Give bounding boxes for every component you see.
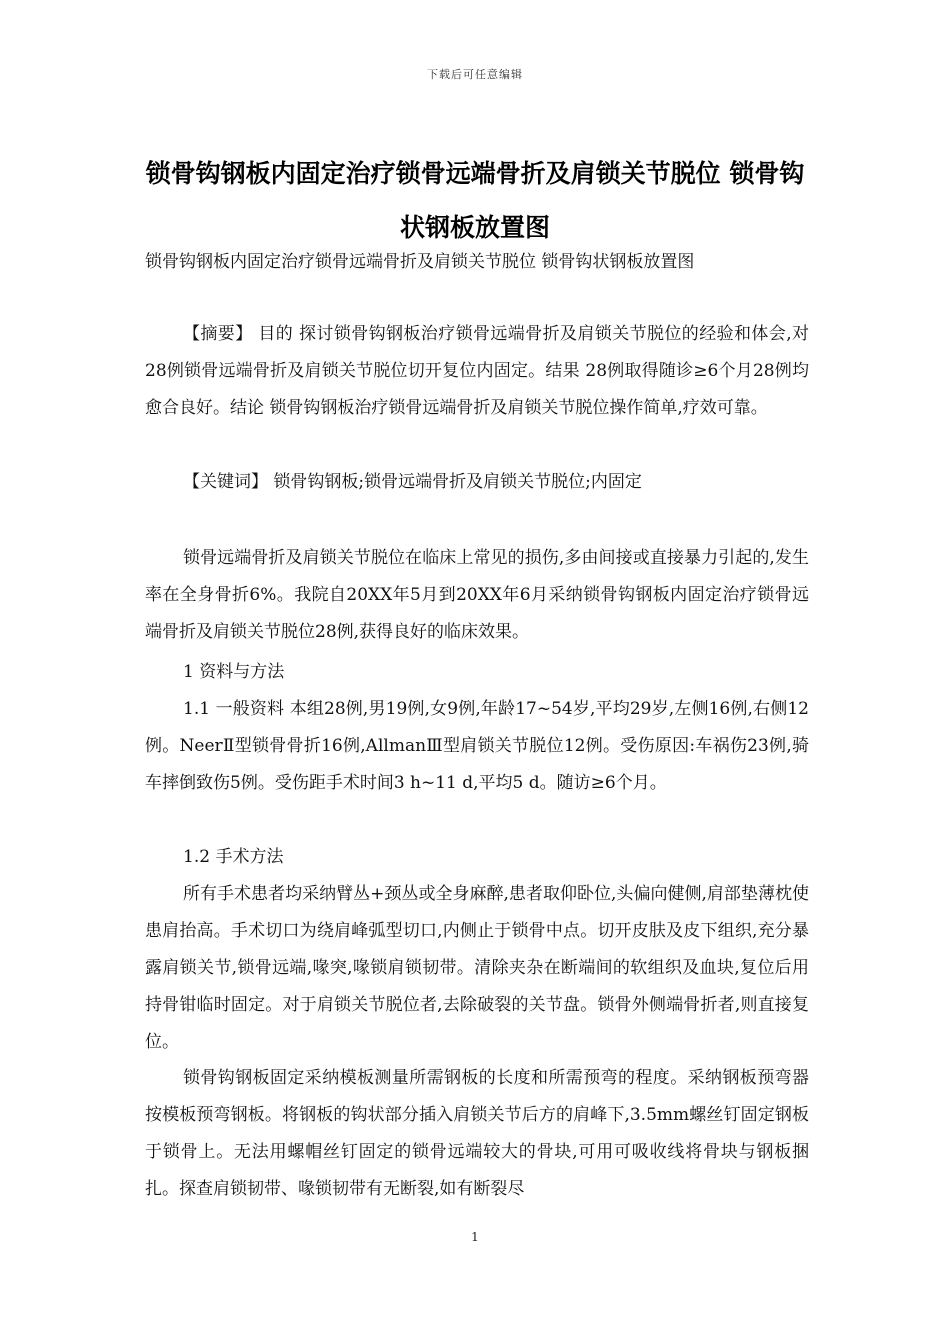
page-number: 1 — [471, 1230, 479, 1244]
abstract-paragraph — [145, 316, 809, 427]
surgery-method-paragraph: 所有手术患者均采纳臂丛+颈丛或全身麻醉,患者取仰卧位,头偏向健侧,肩部垫薄枕使患肩抬高。手术切口为绕肩峰弧型切口,内侧止于锁骨中点。切开皮肤及皮下组织,充分暴露肩锁关节,锁骨远端,喙突,喙锁肩锁韧带。清除夹杂在断端间的软组织及血块,复位后用持骨钳临时固定。对于肩锁关节脱位者,去除破裂的关节盘。锁骨外侧端骨折者,则直接复位。 — [145, 884, 809, 1052]
section-1-2-heading: 1.2 手术方法 — [183, 847, 284, 867]
keywords-text: 锁骨钩钢板;锁骨远端骨折及肩锁关节脱位;内固定 — [268, 472, 642, 492]
abstract-text: 目的 探讨锁骨钩钢板治疗锁骨远端骨折及肩锁关节脱位的经验和体会,对28例锁骨远端骨折及肩锁关节脱位切开复位内固定。结果 28例取得随诊≥6个月28例均愈合良好。结论 锁骨钩钢板治疗锁骨远端骨折及肩锁关节脱位操作简单,疗效可靠。 — [145, 324, 810, 418]
plate-fixation-paragraph: 锁骨钩钢板固定采纳模板测量所需钢板的长度和所需预弯的程度。采纳钢板预弯器按模板预弯钢板。将钢板的钩状部分插入肩锁关节后方的肩峰下,3.5mm螺丝钉固定钢板于锁骨上。无法用螺帽丝钉固定的锁骨远端较大的骨块,可用可吸收线将骨块与钢板捆扎。探查肩锁韧带、喙锁韧带有无断裂,如有断裂尽 — [145, 1068, 809, 1199]
keywords-paragraph — [145, 464, 809, 501]
document-subtitle: 锁骨钩钢板内固定治疗锁骨远端骨折及肩锁关节脱位 锁骨钩状钢板放置图 — [145, 252, 695, 272]
section-1-heading: 1 资料与方法 — [183, 662, 285, 682]
intro-paragraph: 锁骨远端骨折及肩锁关节脱位在临床上常见的损伤,多由间接或直接暴力引起的,发生率在全身骨折6%。我院自20XX年5月到20XX年6月采纳锁骨钩钢板内固定治疗锁骨远端骨折及肩锁关节脱位28例,获得良好的临床效果。 — [145, 548, 809, 642]
header-note: 下载后可任意编辑 — [427, 68, 523, 81]
keywords-label: 【关键词】 — [183, 472, 268, 492]
section-1-1-paragraph: 1.1 一般资料 本组28例,男19例,女9例,年龄17~54岁,平均29岁,左侧16例,右侧12例。NeerⅡ型锁骨骨折16例,AllmanⅢ型肩锁关节脱位12例。受伤原因:车祸伤23例,骑车摔倒致伤5例。受伤距手术时间3 h~11 d,平均5 d。随访≥6个月。 — [145, 699, 809, 793]
abstract-label: 【摘要】 — [183, 324, 253, 344]
document-title: 锁骨钩钢板内固定治疗锁骨远端骨折及肩锁关节脱位 锁骨钩状钢板放置图 — [145, 159, 805, 242]
